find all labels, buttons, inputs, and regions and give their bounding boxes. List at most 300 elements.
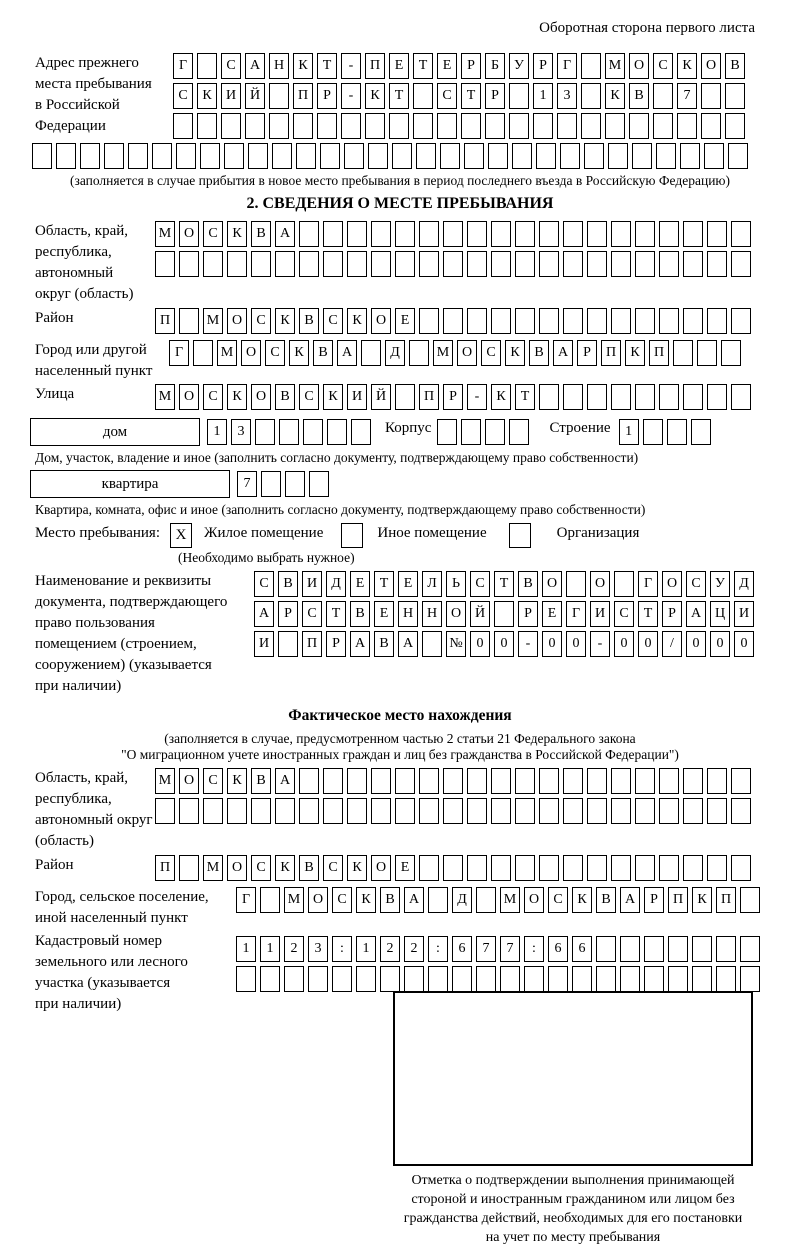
form-cell: : xyxy=(428,936,448,962)
inoe-checkbox xyxy=(341,523,363,548)
doc-label xyxy=(35,571,254,697)
form-cell xyxy=(152,143,172,169)
form-cell xyxy=(443,798,463,824)
form-cell xyxy=(419,308,439,334)
form-cell xyxy=(293,113,313,139)
form-cell xyxy=(629,113,649,139)
doc-row3 xyxy=(254,631,758,657)
fact-raion-row xyxy=(155,855,755,881)
form-cell xyxy=(731,221,751,247)
form-cell xyxy=(327,419,347,445)
form-cell xyxy=(419,768,439,794)
form-cell: 0 xyxy=(542,631,562,657)
form-cell xyxy=(644,966,664,992)
form-cell: 1 xyxy=(260,936,280,962)
form-cell: С xyxy=(203,768,223,794)
form-cell: - xyxy=(518,631,538,657)
form-cell xyxy=(643,419,663,445)
form-cell xyxy=(476,966,496,992)
form-cell: П xyxy=(649,340,669,366)
form-cell xyxy=(299,798,319,824)
form-cell xyxy=(563,221,583,247)
form-cell: Е xyxy=(395,855,415,881)
form-cell: 0 xyxy=(614,631,634,657)
form-cell: - xyxy=(590,631,610,657)
form-cell xyxy=(668,936,688,962)
form-cell: В xyxy=(313,340,333,366)
prev-address-cells xyxy=(173,53,749,143)
form-cell: Т xyxy=(494,571,514,597)
form-cell xyxy=(485,419,505,445)
form-cell xyxy=(500,966,520,992)
oblast-field xyxy=(35,221,800,305)
oblast-cells xyxy=(155,221,755,281)
form-cell: В xyxy=(299,308,319,334)
form-cell: П xyxy=(155,308,175,334)
form-cell xyxy=(716,936,736,962)
form-cell: 7 xyxy=(237,471,257,497)
form-cell xyxy=(227,798,247,824)
form-cell: К xyxy=(227,384,247,410)
form-cell xyxy=(197,53,217,79)
form-cell xyxy=(491,221,511,247)
form-cell: П xyxy=(302,631,322,657)
form-cell xyxy=(515,251,535,277)
form-cell xyxy=(317,113,337,139)
form-cell xyxy=(395,251,415,277)
form-cell xyxy=(32,143,52,169)
form-cell xyxy=(509,83,529,109)
form-cell xyxy=(548,966,568,992)
form-cell xyxy=(443,768,463,794)
form-cell: С xyxy=(653,53,673,79)
form-cell xyxy=(413,113,433,139)
form-cell xyxy=(224,143,244,169)
form-cell: И xyxy=(302,571,322,597)
form-cell: О xyxy=(371,308,391,334)
form-cell: 0 xyxy=(494,631,514,657)
form-cell xyxy=(683,251,703,277)
form-cell xyxy=(587,384,607,410)
form-cell xyxy=(659,251,679,277)
form-cell xyxy=(728,143,748,169)
form-cell: 0 xyxy=(638,631,658,657)
form-cell xyxy=(620,966,640,992)
form-cell xyxy=(285,471,305,497)
korpus-cells xyxy=(437,419,533,445)
form-cell xyxy=(691,419,711,445)
form-cell xyxy=(437,113,457,139)
form-cell: П xyxy=(668,887,688,913)
kvartira-cells xyxy=(237,471,333,497)
form-cell: Г xyxy=(169,340,189,366)
form-cell xyxy=(395,768,415,794)
form-cell: О xyxy=(524,887,544,913)
dom-note: Дом, участок, владение и иное (заполнить согласно документу, подтверждающему право собственности) xyxy=(35,450,639,465)
form-cell: В xyxy=(629,83,649,109)
form-cell: Р xyxy=(485,83,505,109)
form-cell: М xyxy=(217,340,237,366)
form-cell: М xyxy=(500,887,520,913)
form-cell xyxy=(635,221,655,247)
form-cell: О xyxy=(241,340,261,366)
form-cell: Ц xyxy=(710,601,730,627)
form-cell xyxy=(443,855,463,881)
form-cell xyxy=(419,855,439,881)
form-cell xyxy=(467,768,487,794)
form-cell: О xyxy=(308,887,328,913)
form-cell xyxy=(515,798,535,824)
form-cell xyxy=(725,83,745,109)
stamp-caption-line: на учет по месту пребывания xyxy=(485,1230,661,1245)
form-cell: О xyxy=(179,221,199,247)
form-cell xyxy=(707,855,727,881)
form-cell xyxy=(740,887,760,913)
form-cell xyxy=(275,251,295,277)
form-cell xyxy=(611,308,631,334)
stamp-box xyxy=(393,991,753,1166)
org-checkbox xyxy=(509,523,531,548)
form-cell xyxy=(701,113,721,139)
fact-note-line2: "О миграционном учете иностранных граждан и лиц без гражданства в Российской Федерации") xyxy=(121,747,679,762)
form-cell xyxy=(731,308,751,334)
form-cell xyxy=(351,419,371,445)
form-cell: О xyxy=(251,384,271,410)
stroenie-label: Строение xyxy=(549,420,611,436)
form-cell xyxy=(635,384,655,410)
doc-label-line: помещением (строением, xyxy=(35,636,197,652)
form-cell: Р xyxy=(443,384,463,410)
form-cell: И xyxy=(347,384,367,410)
form-cell: 1 xyxy=(236,936,256,962)
form-cell xyxy=(341,113,361,139)
doc-label-line: при наличии) xyxy=(35,678,122,694)
form-cell xyxy=(200,143,220,169)
form-cell xyxy=(494,601,514,627)
form-cell xyxy=(731,384,751,410)
form-cell xyxy=(347,251,367,277)
stamp-caption-line: Отметка о подтверждении выполнения принимающей xyxy=(411,1173,735,1188)
form-cell xyxy=(515,855,535,881)
form-cell: В xyxy=(350,601,370,627)
doc-label-line: документа, подтверждающего xyxy=(35,594,228,610)
form-cell xyxy=(428,887,448,913)
form-cell: 7 xyxy=(500,936,520,962)
form-cell xyxy=(255,419,275,445)
mesto-label: Место пребывания: xyxy=(35,525,160,541)
form-cell xyxy=(683,384,703,410)
form-cell xyxy=(395,384,415,410)
form-cell xyxy=(587,308,607,334)
prev-address-label-line: Федерации xyxy=(35,118,106,134)
form-cell: А xyxy=(620,887,640,913)
fact-oblast-row1 xyxy=(155,768,755,794)
doc-cells xyxy=(254,571,758,661)
form-cell: С xyxy=(203,384,223,410)
form-cell: П xyxy=(155,855,175,881)
form-cell xyxy=(368,143,388,169)
form-cell xyxy=(740,936,760,962)
form-cell xyxy=(557,113,577,139)
ulitsa-row xyxy=(155,384,755,410)
form-cell xyxy=(275,798,295,824)
form-cell: Т xyxy=(374,571,394,597)
kvartira-field xyxy=(30,470,800,501)
form-cell xyxy=(419,221,439,247)
form-cell xyxy=(572,966,592,992)
form-cell xyxy=(323,768,343,794)
form-cell xyxy=(179,855,199,881)
form-cell xyxy=(392,143,412,169)
form-cell xyxy=(563,798,583,824)
form-cell xyxy=(272,143,292,169)
form-cell: Д xyxy=(734,571,754,597)
form-cell: К xyxy=(356,887,376,913)
form-cell: С xyxy=(251,855,271,881)
form-cell: К xyxy=(289,340,309,366)
form-cell xyxy=(395,221,415,247)
form-cell xyxy=(697,340,717,366)
form-cell: Г xyxy=(236,887,256,913)
form-cell: Р xyxy=(533,53,553,79)
fact-title: Фактическое место нахождения xyxy=(288,707,512,724)
form-cell xyxy=(533,113,553,139)
form-cell xyxy=(659,221,679,247)
fact-oblast-label-line: Область, край, xyxy=(35,770,129,786)
form-cell: 0 xyxy=(734,631,754,657)
form-cell xyxy=(128,143,148,169)
form-cell: : xyxy=(524,936,544,962)
form-cell: С xyxy=(470,571,490,597)
form-cell xyxy=(587,251,607,277)
prev-address-row2 xyxy=(173,83,749,109)
form-cell xyxy=(419,798,439,824)
form-cell xyxy=(677,113,697,139)
form-cell: 3 xyxy=(231,419,251,445)
form-cell xyxy=(515,768,535,794)
form-cell: Е xyxy=(389,53,409,79)
form-cell: С xyxy=(437,83,457,109)
form-cell xyxy=(653,83,673,109)
form-cell xyxy=(227,251,247,277)
mesto-prebyvaniya-field xyxy=(35,523,800,548)
form-cell: 7 xyxy=(677,83,697,109)
form-cell: - xyxy=(341,53,361,79)
form-cell xyxy=(659,384,679,410)
form-cell: А xyxy=(350,631,370,657)
form-cell: А xyxy=(553,340,573,366)
form-cell: И xyxy=(254,631,274,657)
form-cell: О xyxy=(457,340,477,366)
form-cell: С xyxy=(251,308,271,334)
form-cell: Д xyxy=(385,340,405,366)
form-cell: К xyxy=(347,855,367,881)
form-cell: М xyxy=(155,221,175,247)
form-cell: Т xyxy=(515,384,535,410)
fact-oblast-cells xyxy=(155,768,755,828)
form-cell: С xyxy=(323,308,343,334)
form-cell: Р xyxy=(278,601,298,627)
form-cell: Ь xyxy=(446,571,466,597)
oblast-label xyxy=(35,221,155,305)
form-cell xyxy=(635,768,655,794)
form-cell: С xyxy=(614,601,634,627)
prev-address-block xyxy=(35,53,800,143)
kadastr-cells xyxy=(236,936,764,996)
form-cell: 3 xyxy=(308,936,328,962)
doc-field xyxy=(35,571,800,697)
ulitsa-field xyxy=(35,384,800,414)
form-cell: Й xyxy=(245,83,265,109)
form-cell xyxy=(176,143,196,169)
form-cell: К xyxy=(275,855,295,881)
form-cell: А xyxy=(404,887,424,913)
form-cell xyxy=(365,113,385,139)
form-cell: О xyxy=(227,855,247,881)
form-cell xyxy=(413,83,433,109)
prev-address-note: (заполняется в случае прибытия в новое место пребывания в период последнего въезда в Российскую Федерацию) xyxy=(69,173,731,188)
form-cell: М xyxy=(203,308,223,334)
form-cell xyxy=(461,419,481,445)
form-cell xyxy=(539,251,559,277)
form-cell xyxy=(611,798,631,824)
form-cell: Н xyxy=(269,53,289,79)
form-cell xyxy=(443,251,463,277)
dom-box-label: дом xyxy=(30,418,200,446)
form-cell xyxy=(707,308,727,334)
form-cell: В xyxy=(299,855,319,881)
mesto-note: (Необходимо выбрать нужное) xyxy=(178,550,355,565)
form-cell xyxy=(409,340,429,366)
gorod-row xyxy=(169,340,745,366)
form-cell xyxy=(683,221,703,247)
form-cell xyxy=(461,113,481,139)
oblast-row2 xyxy=(155,251,755,277)
form-cell xyxy=(721,340,741,366)
gorod-label-line: населенный пункт xyxy=(35,363,153,379)
form-cell xyxy=(668,966,688,992)
form-cell xyxy=(608,143,628,169)
form-cell: К xyxy=(293,53,313,79)
form-cell: Й xyxy=(371,384,391,410)
form-cell: Й xyxy=(470,601,490,627)
form-cell xyxy=(683,798,703,824)
form-cell: В xyxy=(380,887,400,913)
form-cell xyxy=(512,143,532,169)
form-cell xyxy=(581,113,601,139)
form-cell: С xyxy=(302,601,322,627)
kadastr-row2 xyxy=(236,966,764,992)
form-cell xyxy=(404,966,424,992)
gorod-label-line: Город или другой xyxy=(35,342,147,358)
form-cell xyxy=(566,571,586,597)
form-cell: № xyxy=(446,631,466,657)
form-cell xyxy=(731,768,751,794)
doc-label-line: сооружением) (указывается xyxy=(35,657,212,673)
form-cell: О xyxy=(542,571,562,597)
form-cell xyxy=(278,631,298,657)
form-cell: 6 xyxy=(548,936,568,962)
form-cell: Е xyxy=(398,571,418,597)
form-cell: А xyxy=(686,601,706,627)
form-cell xyxy=(452,966,472,992)
form-cell xyxy=(422,631,442,657)
form-cell xyxy=(635,798,655,824)
form-cell xyxy=(620,936,640,962)
form-cell xyxy=(467,251,487,277)
form-cell xyxy=(104,143,124,169)
form-cell: И xyxy=(590,601,610,627)
form-cell: С xyxy=(481,340,501,366)
form-cell: 0 xyxy=(566,631,586,657)
form-cell xyxy=(491,768,511,794)
form-cell xyxy=(260,966,280,992)
form-cell xyxy=(644,936,664,962)
form-cell: Р xyxy=(518,601,538,627)
form-cell xyxy=(635,308,655,334)
form-cell: Г xyxy=(566,601,586,627)
form-cell: М xyxy=(605,53,625,79)
form-cell xyxy=(683,855,703,881)
form-cell xyxy=(269,83,289,109)
form-cell xyxy=(539,855,559,881)
form-cell: В xyxy=(529,340,549,366)
form-cell xyxy=(299,251,319,277)
form-cell: 6 xyxy=(572,936,592,962)
section2-title: 2. СВЕДЕНИЯ О МЕСТЕ ПРЕБЫВАНИЯ xyxy=(246,195,554,212)
form-cell xyxy=(309,471,329,497)
form-cell: Н xyxy=(422,601,442,627)
prev-address-label-line: в Российской xyxy=(35,97,120,113)
form-cell: К xyxy=(572,887,592,913)
form-cell xyxy=(443,308,463,334)
form-cell: А xyxy=(245,53,265,79)
raion-field xyxy=(35,308,800,338)
form-cell xyxy=(563,308,583,334)
fact-gorod-row xyxy=(236,887,764,913)
org-label: Организация xyxy=(556,525,640,541)
form-cell xyxy=(611,768,631,794)
form-cell xyxy=(323,798,343,824)
form-cell xyxy=(491,798,511,824)
form-cell: К xyxy=(505,340,525,366)
form-cell: Т xyxy=(461,83,481,109)
form-cell: С xyxy=(265,340,285,366)
form-cell xyxy=(692,936,712,962)
form-cell: Д xyxy=(326,571,346,597)
form-cell: Е xyxy=(374,601,394,627)
form-cell: М xyxy=(155,384,175,410)
form-cell: В xyxy=(275,384,295,410)
form-cell xyxy=(299,768,319,794)
form-cell xyxy=(667,419,687,445)
form-cell: М xyxy=(203,855,223,881)
prev-address-row3 xyxy=(173,113,749,139)
form-cell: 2 xyxy=(380,936,400,962)
form-cell xyxy=(236,966,256,992)
form-cell xyxy=(563,251,583,277)
form-cell xyxy=(611,855,631,881)
form-cell xyxy=(587,798,607,824)
form-cell xyxy=(515,221,535,247)
form-cell xyxy=(347,221,367,247)
prev-address-label xyxy=(35,53,173,137)
form-cell xyxy=(371,798,391,824)
form-cell xyxy=(371,768,391,794)
form-cell xyxy=(563,384,583,410)
form-cell: Р xyxy=(577,340,597,366)
form-cell: Т xyxy=(389,83,409,109)
